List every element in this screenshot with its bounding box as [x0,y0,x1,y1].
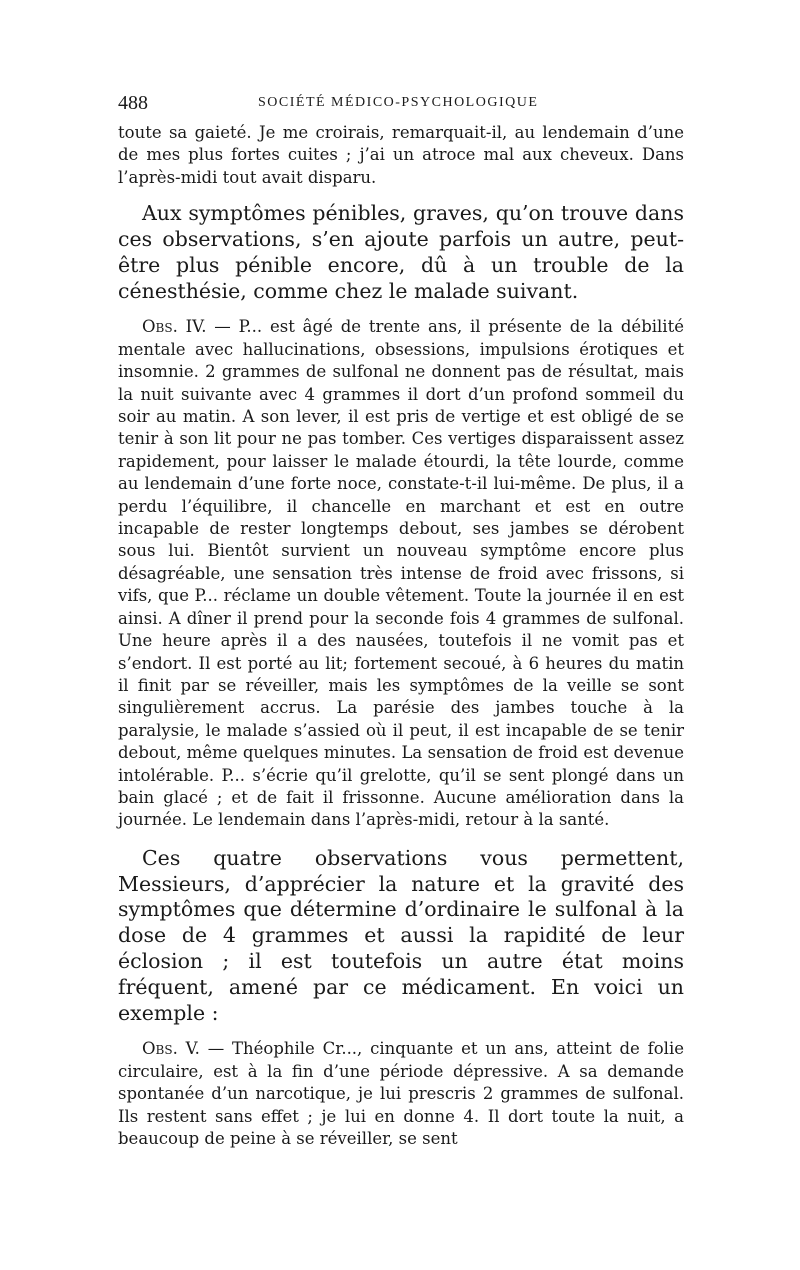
running-header [118,92,684,122]
observation-iv [118,316,684,831]
observation-v [118,1038,684,1150]
running-title: SOCIÉTÉ MÉDICO-PSYCHOLOGIQUE [258,95,539,110]
book-page [118,92,684,1150]
page-number: 488 [118,92,148,114]
paragraph-conclusion: Ces quatre observations vous permettent, Messieurs, d’apprécier la nature et la gravité des symptômes que détermine d’ordinaire le sulfonal à la dose de 4 grammes et aussi la rapidité de leur éclosion ; il est toutefois un autre état moins fréquent, amené par ce médicament. En voici un exemple : [118,845,684,1025]
paragraph-continuation: toute sa gaieté. Je me croirais, remarquait-il, au lendemain d’une de mes plus fortes cuites ; j’ai un atroce mal aux cheveux. Dans l’après-midi tout avait disparu. [118,123,684,187]
paragraph-cenesthesie: Aux symptômes pénibles, graves, qu’on trouve dans ces observations, s’en ajoute parfois un autre, peut-être plus pénible encore, dû à un trouble de la cénesthésie, comme chez le malade suivant. [118,201,684,303]
observation-v-label: Obs. V. [142,1039,200,1059]
observation-iv-text: — P... est âgé de trente ans, il présente de la débilité mentale avec hallucinations, obsessions, impulsions érotiques et insomnie. 2 grammes de sulfonal ne donnent pas de résultat, mais la nuit suivante avec 4 grammes il dort d’un profond sommeil du soir au matin. A son lever, il est pris de vertige et est obligé de se tenir à son lit pour ne pas tomber. Ces vertiges disparaissent assez rapidement, pour laisser le malade étourdi, la tête lourde, comme au lendemain d’une forte noce, constate-t-il lui-même. De plus, il a perdu l’équilibre, il chancelle en marchant et est en outre incapable de rester longtemps debout, ses jambes se dérobent sous lui. Bientôt survient un nouveau symptôme encore plus désagréable, une sensation très intense de froid avec frissons, si vifs, que P... réclame un double vêtement. Toute la journée il en est ainsi. A dîner il prend pour la seconde fois 4 grammes de sulfonal. Une heure après il a des nausées, toutefois il ne vomit pas et s’endort. Il est porté au lit; fortement secoué, à 6 heures du matin il finit par se réveiller, mais les symptômes de la veille se sont singulièrement accrus. La parésie des jambes touche à la paralysie, le malade s’assied où il peut, il est incapable de se tenir debout, même quelques minutes. La sensation de froid est devenue intolérable. P... s’écrie qu’il grelotte, qu’il se sent plongé dans un bain glacé ; et de fait il frissonne. Aucune amélioration dans la journée. Le lendemain dans l’après-midi, retour à la santé. [118,317,684,830]
observation-v-text: — Théophile Cr..., cinquante et un ans, atteint de folie circulaire, est à la fin d’une période dépressive. A sa demande spontanée d’un narcotique, je lui prescris 2 grammes de sulfonal. Ils restent sans effet ; je lui en donne 4. Il dort toute la nuit, a beaucoup de peine à se réveiller, se sent [118,1039,684,1148]
observation-iv-label: Obs. IV. [142,317,207,337]
